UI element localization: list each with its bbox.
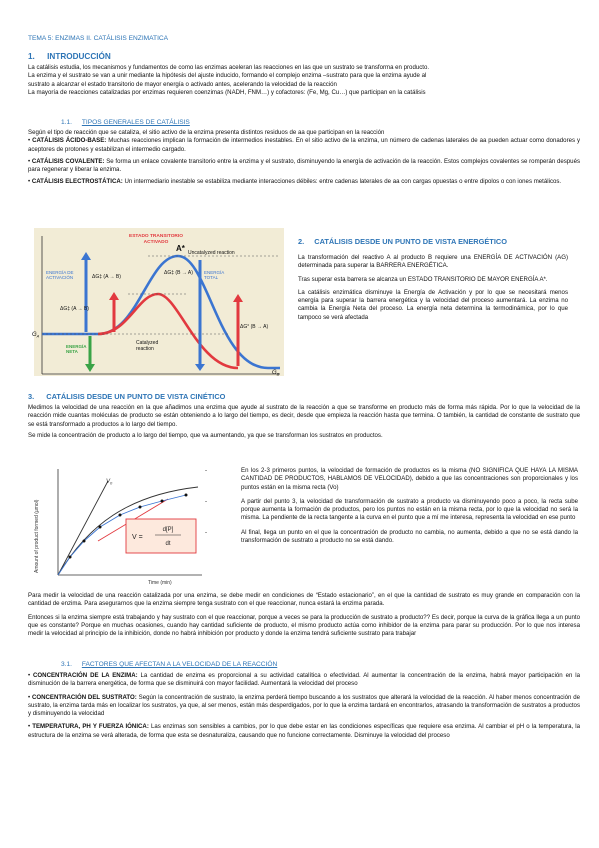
covalent-text: Se forma un enlace covalente transitorio entre la enzima y el sustrato, disminuyendo la energía de activación de la reacción. Estos complejos covalentes se romperán después para regenerar y liberar la enzima. <box>28 157 581 174</box>
enzyme-item: • CONCENTRACIÓN DE LA ENZIMA: La cantidad de enzima es proporcional a su actividad catalítica o efectividad. Al aumentar la concentración de la enzima, habrá mayor participación en la disminución de la barrera energética, de forma que se disminuirá con mayor facilidad. Aumentará la velocidad del proceso <box>28 672 581 688</box>
subsection-title: TIPOS GENERALES DE CATÁLISIS <box>81 119 190 126</box>
data-point <box>69 556 72 559</box>
data-point <box>99 526 102 529</box>
section-kinetic-heading <box>28 392 225 401</box>
dg-ba-label: ΔG‡ (B → A) <box>164 270 193 276</box>
energy-p3: La catálisis enzimática disminuye la Energía de Activación y por lo que se necesitará menos energía para superar la barrera energética y la velocidad del proceso aumentará. La enzima no cambia la Energía Neta del proceso. La energía neta determina la termodinámica, por lo que tampoco se verá afectada <box>298 288 568 321</box>
intro-line: La mayoría de reacciones catalizadas por enzimas requieren coenzimas (NADH, FNM…) y cofactores: (Fe, Mg, Cu…) que participan en la catálisis <box>28 88 426 96</box>
energy-diagram <box>28 228 290 378</box>
covalent-label: CATÁLISIS COVALENTE: <box>31 157 105 165</box>
acid-base-text: Muchas reacciones implican la formación de intermedios inestables. En el sitio activo de la enzima, un número de cadenas laterales de aa pueden actuar como donadores y aceptores de protones y estabilizan el intermedio cargado. <box>28 137 581 153</box>
formula-den: dt <box>165 541 171 547</box>
transition-label: ACTIVADO <box>143 240 169 245</box>
energy-p2: Tras superar esta barrera se alcanza un ESTADO TRANSITORIO DE MAYOR ENERGÍA A*. <box>298 275 548 283</box>
kinetic-diagram <box>28 465 206 587</box>
subsection-title: FACTORES QUE AFECTAN A LA VELOCIDAD DE LA REACCIÓN <box>81 661 278 668</box>
kinetic-intro <box>28 404 580 440</box>
bullet-item: - A partir del punto 3, la velocidad de transformación de sustrato a producto va disminuyendo poco a poco, la recta sube porque aumenta la formación de productos, pero los puntos no están en la misma recta, por lo que la velocidad no será la misma. La pendiente de la recta tangente a la curva en el punto que a mí me interesa, representa la velocidad en ese punto <box>205 497 578 522</box>
factors-body <box>28 672 580 740</box>
covalent-item: • CATÁLISIS COVALENTE: Se forma un enlace covalente transitorio entre la enzima y el sustrato, disminuyendo la energía de activación de la reacción. Estos complejos covalentes se romperán después para regenerar y liberar la enzima. <box>28 157 581 174</box>
acid-base-label: CATÁLISIS ÁCIDO-BASE: <box>32 137 107 145</box>
enzyme-label: CONCENTRACIÓN DE LA ENZIMA: <box>33 672 138 679</box>
intro-line: La enzima y el sustrato se van a unir mediante la hipótesis del ajuste inducido, formando el complejo enzima –sustrato para que la enzima ayude al <box>28 72 427 80</box>
x-axis-label: Time (min) <box>148 580 172 586</box>
enzyme-text: La cantidad de enzima es proporcional a su actividad catalítica o efectividad. Al aumentar la concentración de la enzima, habrá mayor participación en la disminución de la barrera energética, de forma que se disminuirá con mayor facilidad. Aumentará la velocidad del proceso <box>28 672 581 688</box>
activation-label: ENERGÍA DE <box>46 270 74 275</box>
subsection-types-heading <box>61 119 190 126</box>
intro-line: La catálisis estudia, los mecanismos y fundamentos de como las enzimas aceleran las reacciones en las que un sustrato se transforma en producto. <box>28 64 430 71</box>
section-number: 1. <box>28 52 35 61</box>
intro-line: sustrato a alcanzar el estado transitorio de mayor energía o activado antes, acelerando la velocidad de la reacción <box>28 80 337 88</box>
section-title: CATÁLISIS DESDE UN PUNTO DE VISTA CINÉTICO <box>46 392 226 401</box>
document-title: TEMA 5: ENZIMAS II. CATÁLISIS ENZIMATICA <box>28 35 169 42</box>
dg-ab-lower-label: ΔG‡ (A → B) <box>60 306 89 312</box>
net-label: NETA <box>66 349 78 354</box>
data-point <box>83 540 86 543</box>
temperature-item: • TEMPERATURA, PH Y FUERZA IÓNICA: Las enzimas son sensibles a cambios, por lo que debe estar en las condiciones específicas que requiere esa enzima. Al cambiar el pH o la temperatura, la estructura de la enzima se verá alterada, de forma que esta se desnaturaliza, causando que no funcione correctamente. Disminuye la velocidad del proceso <box>28 723 581 739</box>
section-number: 3. <box>28 392 35 401</box>
section-number: 2. <box>298 237 305 246</box>
dg-ab-upper-label: ΔG‡ (A → B) <box>92 274 121 280</box>
data-point <box>161 500 164 503</box>
bullet-text: A partir del punto 3, la velocidad de transformación de sustrato a producto va disminuyendo poco a poco, la recta sube porque aumenta la formación de productos, pero los puntos no están en la misma recta, por lo que la velocidad no será la misma. La pendiente de la recta tangente a la curva en el punto que a mí me interesa, representa la velocidad en ese punto <box>241 497 578 522</box>
subsection-number: 3.1. <box>61 661 72 668</box>
section-intro-heading <box>28 52 111 61</box>
bullet-item: - Al final, llega un punto en el que la concentración de producto no cambia, no aumenta, debido a que no se está dando la transformación de sustrato a producto no se está dando. <box>205 528 578 545</box>
temperature-text: Las enzimas son sensibles a cambios, por lo que debe estar en las condiciones específicas que requiere esa enzima. Al cambiar el pH o la temperatura, la estructura de la enzima se verá alterada, de forma que esta se desnaturaliza, causando que no funcione correctamente. Disminuye la velocidad del proceso <box>28 723 581 739</box>
section-title: INTRODUCCIÓN <box>47 52 111 61</box>
bullet-text: Al final, llega un punto en el que la concentración de producto no cambia, no aumenta, debido a que no se está dando la transformación de sustrato a producto no se está dando. <box>241 528 578 545</box>
a-star-label: A* <box>176 244 185 253</box>
kinetic-body <box>28 592 580 638</box>
types-lead: Según el tipo de reacción que se cataliza, el sitio activo de la enzima presenta distintos residuos de aa que participan en la reacción <box>28 129 385 136</box>
energy-text <box>298 254 568 322</box>
formula-num: d[P] <box>162 527 174 533</box>
electrostatic-item: • CATÁLISIS ELECTROSTÁTICA: Un intermediario inestable se estabiliza mediante interacciones débiles: entre cadenas laterales de aa con cargas opuestas o entre dipolos o con iones metálicos. <box>28 178 562 186</box>
data-point <box>139 506 142 509</box>
energy-p1: La transformación del reactivo A al producto B requiere una ENERGÍA DE ACTIVACIÓN (AG) determinada para superar la BARRERA ENERGÉTICA. <box>298 254 568 270</box>
v0-label: $V_0$ <box>106 479 113 486</box>
ga-label: $G_A$ <box>32 332 40 339</box>
acid-base-item: • CATÁLISIS ÁCIDO-BASE: Muchas reacciones implican la formación de intermedios inestables. En el sitio activo de la enzima, un número de cadenas laterales de aa pueden actuar como donadores y aceptores de protones y estabilizan el intermedio cargado. <box>28 137 581 153</box>
subsection-number: 1.1. <box>61 119 72 126</box>
types-body <box>28 129 580 187</box>
activation-label: ACTIVACIÓN <box>46 275 74 280</box>
dg-net-label: ΔG° (B → A) <box>240 324 269 330</box>
gb-label: $G_B$ <box>272 370 280 377</box>
catalyzed-label: Catalyzed <box>136 340 159 346</box>
substrate-item: • CONCENTRACIÓN DEL SUSTRATO: Según la concentración de sustrato, la enzima perderá tiempo buscando a los sustratos que alterará la velocidad de la reacción. Al haber menos concentración de sustrato, la enzima tarda más en localizar los sustratos, ya que, al ser menos, están más desperdigados, por lo que la enzima tardará en encontrarlos, atrasando la transformación de sustratos a productos y disminuyendo la velocidad <box>28 693 580 718</box>
bullet-text: En los 2-3 primeros puntos, la velocidad de formación de productos es la misma (NO SIGNIFICA QUE HAYA LA MISMA CANTIDAD DE PRODUCTOS, HABLAMOS DE VELOCIDAD), debido a que las concentraciones son proporcionales y los puntos están en la misma recta (Vo) <box>241 467 578 491</box>
subsection-factors-heading <box>61 661 277 668</box>
data-point <box>119 514 122 517</box>
kinetic-p3: Para medir la velocidad de una reacción catalizada por una enzima, se debe medir en condiciones de “Estado estacionario”, en el que la cantidad de sustrato es muy grande en comparación con la cantidad de enzima. Para asegurarnos que la enzima siempre tenga sustrato con el que reaccionar, nunca estará la enzima parada. <box>28 592 580 608</box>
catalyzed-label: reaction <box>136 346 154 352</box>
substrate-text: Según la concentración de sustrato, la enzima perderá tiempo buscando a los sustratos que alterará la velocidad de la reacción. Al haber menos concentración de sustrato, la enzima tarda más en localizar los sustratos, ya que, al ser menos, están más desperdigados, por lo que la enzima tardará en encontrarlos, atrasando la transformación de sustratos a productos y disminuyendo la velocidad <box>28 693 580 718</box>
kinetic-p2: Se mide la concentración de producto a lo largo del tiempo, que va aumentando, ya que se transforman los sustratos en productos. <box>28 431 383 439</box>
substrate-label: CONCENTRACIÓN DEL SUSTRATO: <box>31 693 137 701</box>
uncatalyzed-label: Uncatalyzed reaction <box>188 250 235 256</box>
transition-label: ESTADO TRANSITORIO <box>129 234 183 239</box>
kinetic-p4: Entonces si la enzima siempre está trabajando y hay sustrato con el que reaccionar, porque a veces se para la producción de sustrato a producto?? Es decir, porque la curva de la gráfica llega a un punto que es constante? Porque en muchas ocasiones, cuando hay cantidad suficiente de producto, el mismo producto actúa como inhibidor de la enzima para parar su producción. Por lo que nos interesa medir la velocidad al principio de la inhibición, donde no habrá inhibición por producto y donde la enzima tendrá suficiente sustrato para trabajar <box>28 613 580 638</box>
kinetic-bullets <box>205 467 578 545</box>
y-axis-label: Amount of product formed (µmol) <box>34 499 40 573</box>
total-label: TOTAL <box>204 275 219 280</box>
electrostatic-text: Un intermediario inestable se estabiliza mediante interacciones débiles: entre cadenas laterales de aa con cargas opuestas o entre dipolos o con iones metálicos. <box>124 178 562 186</box>
intro-paragraph <box>28 64 578 97</box>
electrostatic-label: CATÁLISIS ELECTROSTÁTICA: <box>31 178 123 186</box>
data-point <box>185 494 188 497</box>
section-energy-heading <box>298 237 507 246</box>
kinetic-p1: Medimos la velocidad de una reacción en la que añadimos una enzima que ayude al sustrato de la reacción a que se transforme en producto más de forma más rápida. Por lo que la velocidad de la reacción mide cuantas moléculas de producto se están obteniendo a lo largo del tiempo, es decir, desde que empieza la reacción hasta que termina. O también, la cantidad de constante de sustrato que se está transformado a productos a lo largo del tiempo. <box>28 404 580 428</box>
total-label: ENERGÍA <box>204 270 225 275</box>
section-title: CATÁLISIS DESDE UN PUNTO DE VISTA ENERGÉTICO <box>314 237 507 246</box>
bullet-item: - En los 2-3 primeros puntos, la velocidad de formación de productos es la misma (NO SIGNIFICA QUE HAYA LA MISMA CANTIDAD DE PRODUCTOS, HABLAMOS DE VELOCIDAD), debido a que las concentraciones son proporcionales y los puntos están en la misma recta (Vo) <box>205 467 578 491</box>
net-label: ENERGÍA <box>66 344 87 349</box>
formula-v: V = <box>132 534 143 541</box>
temperature-label: TEMPERATURA, PH Y FUERZA IÓNICA: <box>32 723 149 731</box>
